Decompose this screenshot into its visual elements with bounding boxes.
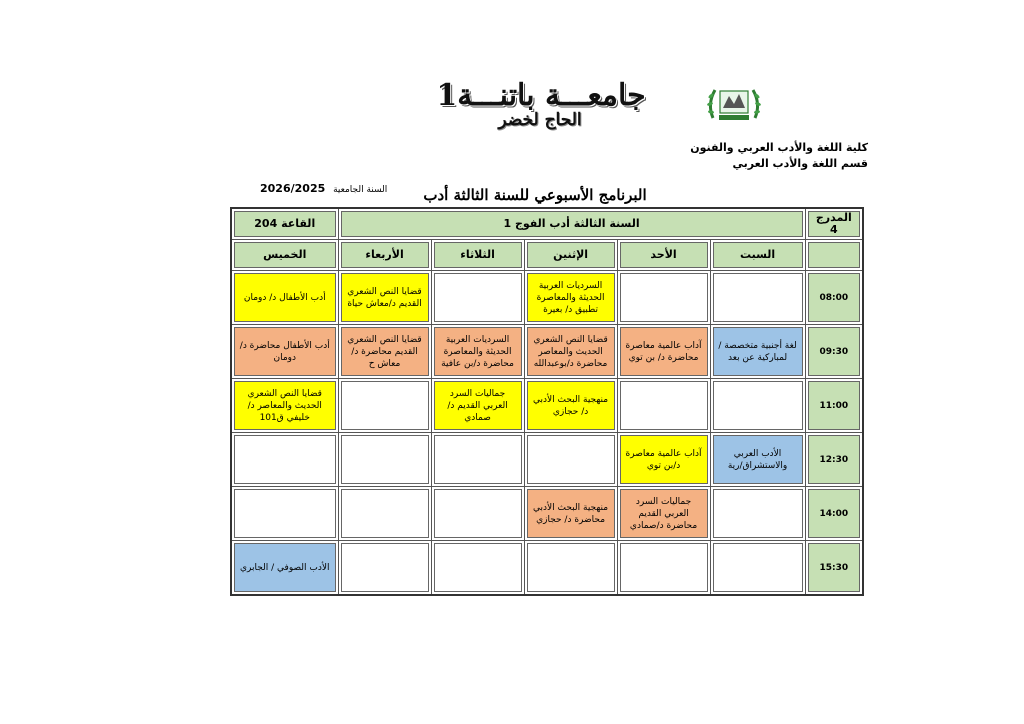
- session-cell: [710, 433, 805, 487]
- time-slot-cell: [805, 325, 863, 379]
- faculty-name: كلية اللغة والأدب العربي والفنون: [690, 141, 868, 154]
- session-text: جماليات السرد العربي القديم محاضرة د/صمادي: [620, 489, 708, 538]
- session-cell: [710, 487, 805, 541]
- time-slot-cell: [805, 541, 863, 596]
- session-cell: [524, 433, 617, 487]
- time-slot-cell: [805, 433, 863, 487]
- time-slot-cell: [805, 379, 863, 433]
- time-slot-label: 14:00: [808, 489, 861, 538]
- academic-year: [260, 182, 387, 195]
- session-text: [434, 543, 522, 592]
- session-text: [527, 435, 615, 484]
- university-name: جامعـــة باتنـــة1: [436, 78, 646, 113]
- session-cell: [524, 487, 617, 541]
- session-cell: [231, 379, 338, 433]
- time-slot-label: 15:30: [808, 543, 861, 592]
- session-cell: [617, 379, 710, 433]
- session-text: آداب عالمية معاصرة محاضرة د/ بن توي: [620, 327, 708, 376]
- session-cell: [338, 541, 431, 596]
- session-text: أدب الأطفال محاضرة د/ دومان: [234, 327, 336, 376]
- session-cell: [710, 379, 805, 433]
- session-cell: [338, 379, 431, 433]
- session-cell: [431, 325, 524, 379]
- session-text: [341, 381, 429, 430]
- session-text: [713, 543, 803, 592]
- session-cell: [431, 541, 524, 596]
- university-subtitle: الحاج لخضر: [498, 110, 582, 130]
- amphi-cell: [805, 208, 863, 240]
- schedule-row: [231, 379, 863, 433]
- session-text: [527, 543, 615, 592]
- room-label: القاعة 204: [234, 211, 336, 237]
- weekly-schedule-table: [230, 207, 864, 596]
- session-text: [234, 489, 336, 538]
- session-text: جماليات السرد العربي القديم د/صمادي: [434, 381, 522, 430]
- schedule-row: [231, 541, 863, 596]
- day-header: الأربعاء: [338, 240, 431, 271]
- academic-year-value: 2026/2025: [260, 182, 326, 195]
- session-cell: [231, 487, 338, 541]
- room-cell: [231, 208, 338, 240]
- day-header: الأحد: [617, 240, 710, 271]
- session-text: قضايا النص الشعري الحديث والمعاصر محاضرة د/بوعبدالله: [527, 327, 615, 376]
- session-cell: [617, 271, 710, 325]
- session-text: [620, 381, 708, 430]
- session-cell: [524, 541, 617, 596]
- session-text: الأدب الصوفي / الجابري: [234, 543, 336, 592]
- session-text: [713, 273, 803, 322]
- session-text: أدب الأطفال د/ دومان: [234, 273, 336, 322]
- session-text: السرديات العربية الحديثة والمعاصرة محاضرة د/بن عافية: [434, 327, 522, 376]
- session-cell: [524, 271, 617, 325]
- time-slot-label: 08:00: [808, 273, 861, 322]
- session-cell: [710, 325, 805, 379]
- faculty-block: [690, 140, 868, 172]
- corner-cell: [805, 240, 863, 271]
- session-text: [434, 435, 522, 484]
- session-text: [620, 273, 708, 322]
- time-slot-label: 12:30: [808, 435, 861, 484]
- session-text: [341, 489, 429, 538]
- amphi-label: المدرج 4: [808, 211, 861, 237]
- session-cell: [710, 271, 805, 325]
- time-slot-label: 09:30: [808, 327, 861, 376]
- session-text: [434, 489, 522, 538]
- session-cell: [524, 379, 617, 433]
- day-header: الخميس: [231, 240, 338, 271]
- session-text: منهجية البحث الأدبي د/ حجازي: [527, 381, 615, 430]
- day-header: الإثنين: [524, 240, 617, 271]
- session-text: السرديات العربية الحديثة والمعاصرة تطبيق د/ بعيرة: [527, 273, 615, 322]
- session-text: آداب عالمية معاصرة د/بن توي: [620, 435, 708, 484]
- session-cell: [231, 271, 338, 325]
- university-logo-icon: [705, 84, 763, 124]
- session-cell: [617, 541, 710, 596]
- schedule-row: [231, 433, 863, 487]
- session-text: [713, 381, 803, 430]
- session-cell: [431, 379, 524, 433]
- time-slot-cell: [805, 271, 863, 325]
- session-text: قضايا النص الشعري القديم محاضرة د/معاش ح: [341, 327, 429, 376]
- session-cell: [338, 325, 431, 379]
- department-name: قسم اللغة والأدب العربي: [732, 157, 868, 170]
- session-text: [713, 489, 803, 538]
- session-cell: [431, 487, 524, 541]
- academic-year-label: السنة الجامعية: [333, 185, 388, 195]
- schedule-row: [231, 487, 863, 541]
- schedule-row: [231, 325, 863, 379]
- session-cell: [231, 325, 338, 379]
- group-label: السنة الثالثة أدب الفوج 1: [341, 211, 803, 237]
- session-text: منهجية البحث الأدبي محاضرة د/ حجازي: [527, 489, 615, 538]
- group-cell: [338, 208, 805, 240]
- time-slot-cell: [805, 487, 863, 541]
- schedule-row: [231, 271, 863, 325]
- session-text: [341, 435, 429, 484]
- session-cell: [617, 433, 710, 487]
- session-cell: [431, 271, 524, 325]
- session-cell: [617, 325, 710, 379]
- session-cell: [338, 433, 431, 487]
- session-text: [234, 435, 336, 484]
- session-text: [341, 543, 429, 592]
- session-text: قضايا النص الشعري القديم د/معاش حياة: [341, 273, 429, 322]
- day-header: السبت: [710, 240, 805, 271]
- session-cell: [231, 433, 338, 487]
- session-text: [434, 273, 522, 322]
- session-text: قضايا النص الشعري الحديث والمعاصر د/ خليفي ق101: [234, 381, 336, 430]
- session-text: لغة أجنبية متخصصة / لمباركية عن بعد: [713, 327, 803, 376]
- time-slot-label: 11:00: [808, 381, 861, 430]
- session-cell: [431, 433, 524, 487]
- session-cell: [710, 541, 805, 596]
- session-cell: [231, 541, 338, 596]
- session-cell: [617, 487, 710, 541]
- session-text: الأدب العربي والاستشراق/رية: [713, 435, 803, 484]
- program-title: البرنامج الأسبوعي للسنة الثالثة أدب: [423, 186, 647, 204]
- session-text: [620, 543, 708, 592]
- session-cell: [524, 325, 617, 379]
- day-header: الثلاثاء: [431, 240, 524, 271]
- session-cell: [338, 487, 431, 541]
- session-cell: [338, 271, 431, 325]
